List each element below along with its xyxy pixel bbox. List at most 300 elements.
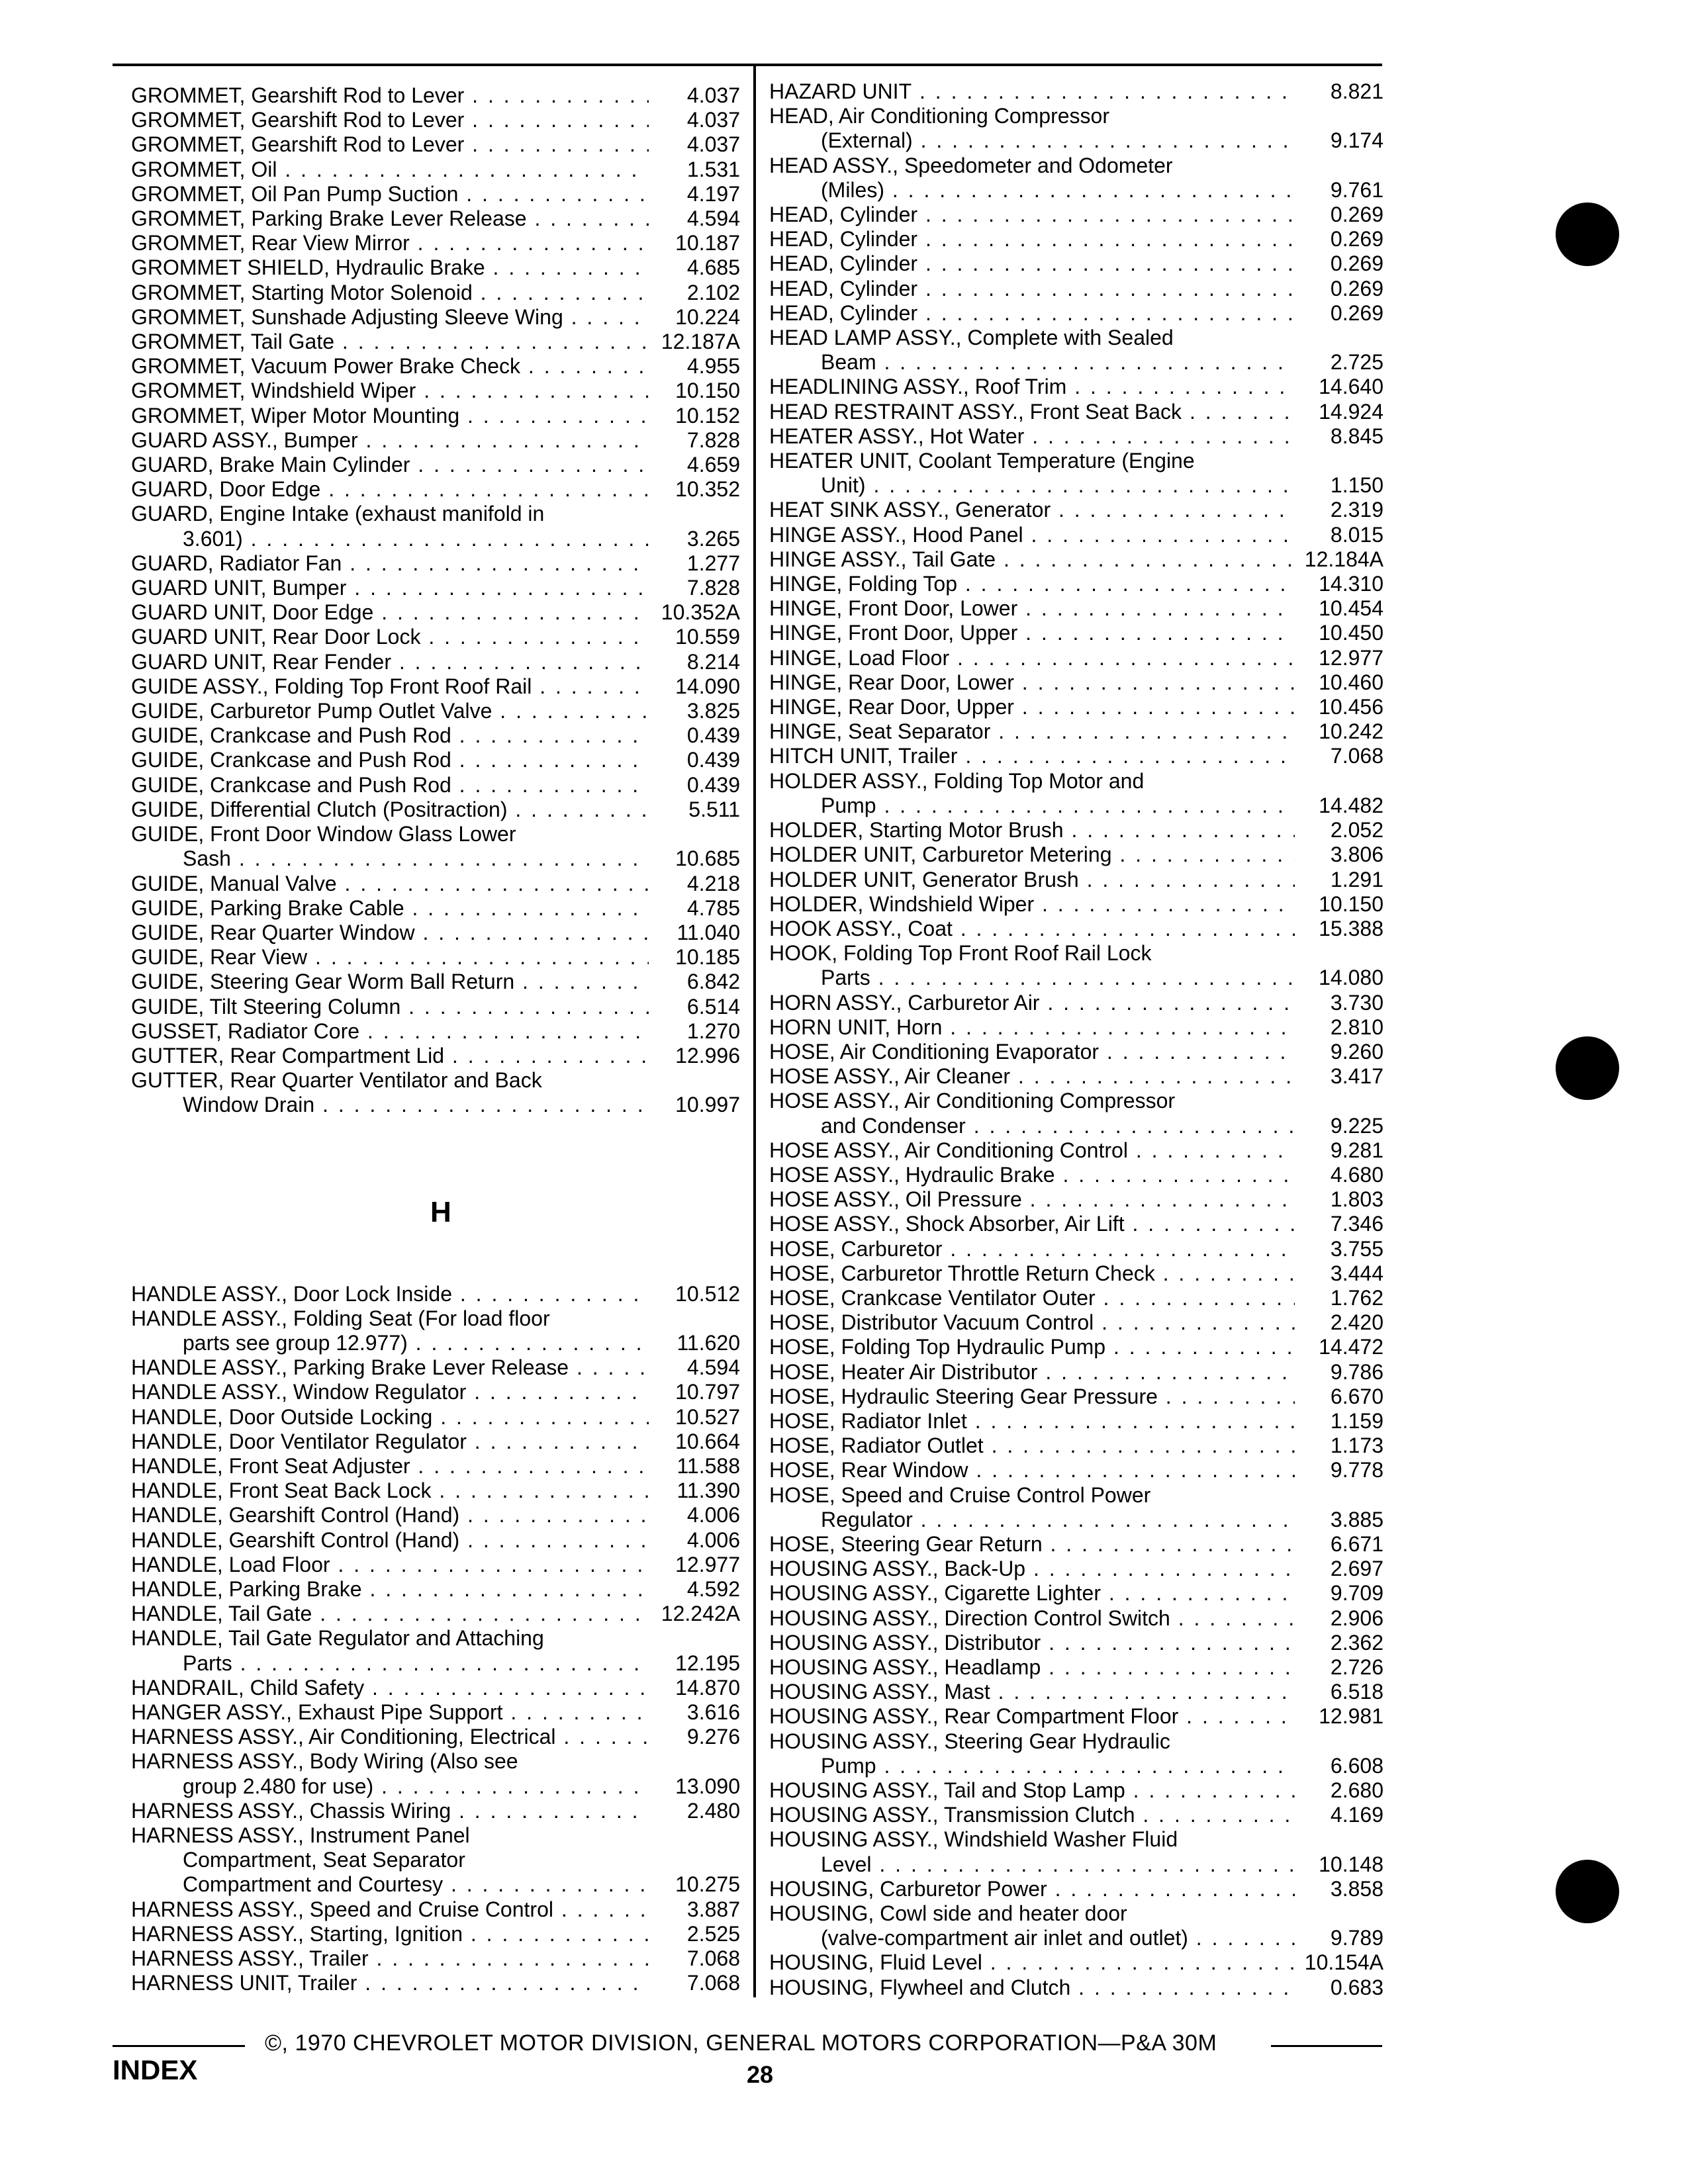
index-entry (131, 502, 740, 526)
entry-group-number: 3.858 (1330, 1876, 1383, 1901)
index-entry (769, 868, 1383, 892)
entry-group-number: 1.277 (686, 551, 740, 575)
right-column (769, 79, 1383, 2000)
index-entry (131, 945, 740, 970)
entry-group-number: 9.761 (1330, 177, 1383, 202)
entry-name: HOUSING ASSY., Mast . . . (769, 1680, 1295, 1704)
entry-name: Pump . . . (769, 1754, 1295, 1778)
entry-name: (External) . . . (769, 128, 1295, 153)
entry-group-number: 3.885 (1330, 1507, 1383, 1531)
entry-group-number: 15.388 (1319, 916, 1383, 940)
index-entry (131, 576, 740, 600)
entry-name: HANDLE, Gearshift Control (Hand) . . . (131, 1528, 649, 1553)
entry-name: HEAD, Cylinder . . . (769, 301, 1295, 326)
index-entry (769, 326, 1383, 350)
entry-name: Level . . . (769, 1852, 1295, 1877)
entry-group-number: 12.195 (675, 1651, 740, 1675)
index-entry (131, 1405, 740, 1430)
index-entry (131, 1553, 740, 1577)
entry-group-number: 4.169 (1330, 1803, 1383, 1827)
index-entry (769, 621, 1383, 645)
index-entry (769, 301, 1383, 326)
entry-name: Parts . . . (131, 1651, 649, 1676)
index-entry (769, 1606, 1383, 1631)
entry-group-number: 8.845 (1330, 424, 1383, 448)
entry-group-number: 13.090 (675, 1774, 740, 1798)
entry-name: GUARD, Door Edge . . . (131, 477, 649, 502)
index-entry (769, 769, 1383, 794)
entry-name: GUIDE, Parking Brake Cable . . . (131, 896, 649, 921)
index-entry (131, 1823, 740, 1848)
entry-name: Pump . . . (769, 794, 1295, 818)
entry-name: HOSE, Radiator Inlet . . . (769, 1409, 1295, 1433)
entry-group-number: 7.068 (1330, 744, 1383, 768)
entry-name: HEAD, Cylinder . . . (769, 251, 1295, 276)
entry-name: HANDLE ASSY., Door Lock Inside . . . (131, 1282, 649, 1306)
index-entry (131, 182, 740, 206)
entry-group-number: 8.015 (1330, 522, 1383, 547)
entry-name: GUARD UNIT, Bumper . . . (131, 576, 649, 600)
entry-group-number: 10.797 (675, 1380, 740, 1404)
entry-group-number: 6.608 (1330, 1753, 1383, 1778)
entry-group-number: 4.592 (686, 1576, 740, 1601)
entry-group-number: 0.269 (1330, 276, 1383, 300)
entry-group-number: 2.420 (1330, 1310, 1383, 1335)
entry-name: GUIDE, Differential Clutch (Positraction) . . . (131, 797, 649, 822)
index-entry (769, 572, 1383, 596)
entry-group-number: 4.659 (686, 453, 740, 477)
index-entry (131, 1700, 740, 1725)
index-entry (131, 1897, 740, 1922)
entry-name: HOSE, Carburetor Throttle Return Check . . . (769, 1261, 1295, 1286)
entry-name: HANDLE, Front Seat Back Lock . . . (131, 1479, 649, 1503)
entry-name: Sash . . . (131, 846, 649, 871)
entry-name: Parts . . . (769, 966, 1295, 990)
entry-name: HINGE, Load Floor . . . (769, 646, 1295, 670)
index-entry (131, 551, 740, 576)
entry-name: Beam . . . (769, 350, 1295, 375)
entry-name: GROMMET, Gearshift Rod to Lever . . . (131, 83, 649, 108)
index-entry (769, 596, 1383, 621)
entry-name: HOSE, Radiator Outlet . . . (769, 1433, 1295, 1458)
entry-name: GUTTER, Rear Quarter Ventilator and Back (131, 1068, 542, 1093)
entry-name: and Condenser . . . (769, 1114, 1295, 1138)
index-entry (769, 449, 1383, 473)
entry-name: HINGE, Rear Door, Upper . . . (769, 695, 1295, 719)
entry-name: GUIDE, Crankcase and Push Rod . . . (131, 748, 649, 772)
entry-group-number: 10.997 (675, 1093, 740, 1117)
index-entry (769, 1877, 1383, 1901)
index-entry (131, 625, 740, 649)
entry-name: HANDLE, Tail Gate Regulator and Attaching (131, 1626, 544, 1651)
binder-hole-bottom (1556, 1860, 1619, 1923)
entry-name: HINGE, Front Door, Upper . . . (769, 621, 1295, 645)
entry-name: (valve-compartment air inlet and outlet) . . . (769, 1926, 1295, 1950)
entry-name: HOUSING ASSY., Direction Control Switch . . . (769, 1606, 1295, 1631)
index-entry (769, 646, 1383, 670)
entry-name: GROMMET, Sunshade Adjusting Sleeve Wing . . . (131, 305, 649, 330)
entry-group-number: 6.670 (1330, 1384, 1383, 1408)
index-entry (131, 1282, 740, 1306)
entry-name: HARNESS ASSY., Starting, Ignition . . . (131, 1922, 649, 1946)
entry-group-number: 4.037 (686, 108, 740, 132)
footer-rule-right (1271, 2045, 1382, 2047)
entry-group-number: 9.709 (1330, 1581, 1383, 1606)
entry-name: GUIDE ASSY., Folding Top Front Roof Rail . . . (131, 674, 649, 699)
entry-name: HOUSING, Carburetor Power . . . (769, 1877, 1295, 1901)
entry-name: GROMMET, Starting Motor Solenoid . . . (131, 281, 649, 305)
entry-name: HEATER ASSY., Hot Water . . . (769, 424, 1295, 449)
binder-hole-top (1556, 203, 1619, 266)
entry-name: HOSE, Air Conditioning Evaporator . . . (769, 1040, 1295, 1064)
entry-name: HARNESS ASSY., Body Wiring (Also see (131, 1749, 518, 1774)
entry-name: HAZARD UNIT . . . (769, 79, 1295, 104)
entry-name: GUIDE, Steering Gear Worm Ball Return . . . (131, 970, 649, 994)
entry-name: HOUSING, Flywheel and Clutch . . . (769, 1976, 1295, 2000)
entry-group-number: 0.439 (686, 748, 740, 772)
entry-name: HOOK ASSY., Coat . . . (769, 917, 1295, 941)
entry-name: HEAD LAMP ASSY., Complete with Sealed (769, 326, 1174, 350)
index-entry (769, 154, 1383, 178)
entry-name: GROMMET, Parking Brake Lever Release . . . (131, 206, 649, 231)
entry-group-number: 11.620 (677, 1330, 740, 1355)
index-entry (769, 1803, 1383, 1827)
entry-name: HANDLE ASSY., Parking Brake Lever Release . . . (131, 1355, 649, 1380)
entry-name: GUARD UNIT, Rear Fender . . . (131, 650, 649, 674)
entry-group-number: 1.173 (1330, 1433, 1383, 1458)
index-entry (769, 744, 1383, 768)
index-entry (131, 132, 740, 157)
entry-name: GUIDE, Tilt Steering Column . . . (131, 995, 649, 1019)
entry-name: HITCH UNIT, Trailer . . . (769, 744, 1295, 768)
index-entry (769, 1433, 1383, 1458)
entry-name: GROMMET, Oil . . . (131, 158, 649, 182)
index-entry (131, 428, 740, 453)
entry-name: HINGE, Seat Separator . . . (769, 719, 1295, 744)
entry-group-number: 4.197 (686, 181, 740, 206)
entry-group-number: 3.806 (1330, 842, 1383, 867)
index-entry (769, 1409, 1383, 1433)
entry-name: Regulator . . . (769, 1508, 1295, 1532)
index-entry (769, 1089, 1383, 1113)
entry-group-number: 3.417 (1330, 1064, 1383, 1089)
entry-name: HOSE, Distributor Vacuum Control . . . (769, 1310, 1295, 1335)
index-entry (769, 966, 1383, 990)
entry-group-number: 10.527 (675, 1404, 740, 1429)
entry-group-number: 12.184A (1304, 547, 1383, 571)
index-entry (769, 1138, 1383, 1163)
index-entry (131, 723, 740, 748)
entry-name: GUIDE, Crankcase and Push Rod . . . (131, 773, 649, 797)
index-entry (131, 404, 740, 428)
index-entry (769, 1360, 1383, 1385)
index-entry (769, 104, 1383, 128)
entry-group-number: 10.352A (661, 600, 740, 625)
entry-name: HINGE ASSY., Hood Panel . . . (769, 523, 1295, 547)
entry-name: HOLDER UNIT, Carburetor Metering . . . (769, 842, 1295, 867)
entry-group-number: 8.821 (1330, 79, 1383, 103)
entry-name: HARNESS ASSY., Trailer . . . (131, 1946, 649, 1971)
index-entry (769, 1926, 1383, 1950)
entry-group-number: 0.269 (1330, 251, 1383, 276)
entry-group-number: 7.068 (686, 1946, 740, 1971)
entry-name: HOSE ASSY., Air Conditioning Control . . . (769, 1138, 1295, 1163)
index-entry (131, 995, 740, 1019)
entry-group-number: 10.152 (675, 403, 740, 428)
entry-group-number: 10.185 (675, 945, 740, 970)
entry-name: HOLDER ASSY., Folding Top Motor and (769, 768, 1145, 793)
entry-name: Unit) . . . (769, 473, 1295, 498)
index-entry (769, 375, 1383, 399)
entry-group-number: 4.006 (686, 1527, 740, 1552)
binder-hole-middle (1556, 1036, 1619, 1100)
entry-name: GROMMET, Wiper Motor Mounting . . . (131, 404, 649, 428)
index-entry (131, 255, 740, 280)
entry-name: HARNESS ASSY., Instrument Panel (131, 1823, 470, 1847)
index-entry (769, 1212, 1383, 1236)
entry-name: (Miles) . . . (769, 178, 1295, 203)
entry-name: HEAD, Cylinder . . . (769, 227, 1295, 251)
index-entry (131, 1602, 740, 1626)
entry-name: GUIDE, Crankcase and Push Rod . . . (131, 723, 649, 748)
entry-name: HANDLE, Door Outside Locking . . . (131, 1405, 649, 1430)
index-entry (769, 1581, 1383, 1606)
entry-group-number: 3.265 (686, 526, 740, 551)
entry-group-number: 1.159 (1330, 1408, 1383, 1433)
index-entry (769, 1901, 1383, 1926)
entry-group-number: 9.789 (1330, 1926, 1383, 1950)
right-entries (769, 79, 1383, 2000)
entry-group-number: 14.080 (1319, 966, 1383, 990)
entry-name: HOUSING ASSY., Steering Gear Hydraulic (769, 1729, 1170, 1753)
index-entry (131, 1454, 740, 1479)
index-entry (769, 1385, 1383, 1409)
entry-name: GROMMET, Tail Gate . . . (131, 330, 649, 354)
index-entry (131, 674, 740, 699)
index-entry (131, 305, 740, 330)
index-entry (131, 600, 740, 625)
entry-name: HOSE, Folding Top Hydraulic Pump . . . (769, 1335, 1295, 1359)
entry-group-number: 10.456 (1319, 695, 1383, 719)
index-entry (131, 797, 740, 822)
entry-group-number: 2.725 (1330, 350, 1383, 375)
index-entry (131, 1019, 740, 1044)
index-entry (131, 83, 740, 108)
index-entry (769, 1631, 1383, 1655)
entry-group-number: 4.785 (686, 895, 740, 920)
entry-group-number: 10.150 (1319, 891, 1383, 916)
entry-group-number: 2.052 (1330, 818, 1383, 842)
entry-group-number: 9.281 (1330, 1138, 1383, 1162)
entry-name: GUIDE, Front Door Window Glass Lower (131, 822, 516, 846)
entry-name: HOSE ASSY., Shock Absorber, Air Lift . . . (769, 1212, 1295, 1236)
entry-name: HANDLE, Parking Brake . . . (131, 1577, 649, 1602)
index-entry (131, 1577, 740, 1602)
index-entry (769, 670, 1383, 695)
index-entry (131, 1848, 740, 1872)
index-entry (131, 1430, 740, 1454)
index-entry (769, 719, 1383, 744)
index-entry (769, 1187, 1383, 1212)
entry-name: HANDLE, Gearshift Control (Hand) . . . (131, 1503, 649, 1527)
entry-name: HOSE ASSY., Air Cleaner . . . (769, 1064, 1295, 1089)
entry-group-number: 9.276 (686, 1725, 740, 1749)
index-entry (769, 178, 1383, 203)
index-entry (769, 1852, 1383, 1877)
index-entry (769, 892, 1383, 917)
index-entry (131, 108, 740, 132)
index-entry (131, 206, 740, 231)
entry-group-number: 9.225 (1330, 1113, 1383, 1138)
section-heading: H (430, 1195, 451, 1228)
entry-name: GROMMET SHIELD, Hydraulic Brake . . . (131, 255, 649, 280)
entry-group-number: 6.514 (686, 994, 740, 1019)
index-entry (769, 1704, 1383, 1729)
index-entry (769, 1458, 1383, 1482)
index-entry (769, 1827, 1383, 1852)
entry-group-number: 10.275 (675, 1872, 740, 1897)
index-entry (769, 1163, 1383, 1187)
entry-name: HOOK, Folding Top Front Roof Rail Lock (769, 941, 1152, 966)
entry-name: GUARD ASSY., Bumper . . . (131, 428, 649, 453)
entry-name: HOSE, Hydraulic Steering Gear Pressure . . . (769, 1385, 1295, 1409)
entry-group-number: 14.472 (1319, 1335, 1383, 1359)
entry-name: HOUSING ASSY., Windshield Washer Fluid (769, 1827, 1178, 1852)
index-entry (131, 773, 740, 797)
entry-group-number: 10.685 (675, 846, 740, 871)
index-entry (769, 1729, 1383, 1754)
index-entry (769, 227, 1383, 251)
index-entry (131, 1799, 740, 1823)
entry-group-number: 3.887 (686, 1897, 740, 1921)
entry-name: HOUSING ASSY., Rear Compartment Floor . . . (769, 1704, 1295, 1729)
entry-name: 3.601) . . . (131, 527, 649, 551)
entry-group-number: 2.906 (1330, 1606, 1383, 1630)
entry-name: HOLDER, Starting Motor Brush . . . (769, 818, 1295, 842)
entry-group-number: 3.755 (1330, 1236, 1383, 1261)
index-entry (131, 822, 740, 846)
index-entry (131, 379, 740, 403)
index-entry (769, 1114, 1383, 1138)
entry-group-number: 0.439 (686, 723, 740, 748)
entry-group-number: 2.362 (1330, 1630, 1383, 1655)
entry-group-number: 1.803 (1330, 1187, 1383, 1212)
entry-name: HARNESS ASSY., Speed and Cruise Control . . . (131, 1897, 649, 1922)
index-entry (131, 281, 740, 305)
index-entry (769, 917, 1383, 941)
index-entry (131, 477, 740, 502)
index-entry (131, 354, 740, 379)
entry-group-number: 10.148 (1319, 1852, 1383, 1876)
index-entry (769, 842, 1383, 867)
entry-group-number: 12.977 (1319, 645, 1383, 670)
entry-group-number: 12.981 (1319, 1704, 1383, 1729)
entry-name: GROMMET, Rear View Mirror . . . (131, 231, 649, 255)
index-entry (769, 1508, 1383, 1532)
entry-name: HOSE, Speed and Cruise Control Power (769, 1482, 1151, 1507)
index-entry (769, 1557, 1383, 1581)
entry-name: HOUSING ASSY., Transmission Clutch . . . (769, 1803, 1295, 1827)
entry-group-number: 12.242A (661, 1602, 740, 1626)
entry-group-number: 0.269 (1330, 300, 1383, 325)
entry-name: HOSE ASSY., Oil Pressure . . . (769, 1187, 1295, 1212)
entry-name: HANDLE, Tail Gate . . . (131, 1602, 649, 1626)
index-entry (131, 896, 740, 921)
entry-name: HOSE ASSY., Hydraulic Brake . . . (769, 1163, 1295, 1187)
entry-group-number: 2.102 (686, 280, 740, 304)
index-entry (769, 794, 1383, 818)
entry-group-number: 14.090 (675, 674, 740, 698)
entry-name: HORN ASSY., Carburetor Air . . . (769, 991, 1295, 1015)
entry-name: HEAD RESTRAINT ASSY., Front Seat Back . . . (769, 400, 1295, 424)
entry-group-number: 3.730 (1330, 990, 1383, 1015)
index-entry (769, 1064, 1383, 1089)
entry-name: GROMMET, Vacuum Power Brake Check . . . (131, 354, 649, 379)
entry-group-number: 10.242 (1319, 719, 1383, 744)
top-rule (113, 64, 1382, 66)
entry-group-number: 4.685 (686, 255, 740, 280)
entry-group-number: 14.482 (1319, 793, 1383, 817)
index-entry (131, 1676, 740, 1700)
entry-name: group 2.480 for use) . . . (131, 1774, 649, 1799)
entry-name: GUIDE, Rear View . . . (131, 945, 649, 970)
entry-group-number: 9.786 (1330, 1359, 1383, 1384)
entry-name: HEAT SINK ASSY., Generator . . . (769, 498, 1295, 522)
index-entry (769, 1950, 1383, 1975)
entry-group-number: 14.640 (1319, 375, 1383, 399)
entry-name: GUIDE, Rear Quarter Window . . . (131, 921, 649, 945)
entry-name: GROMMET, Gearshift Rod to Lever . . . (131, 132, 649, 157)
entry-group-number: 11.390 (677, 1479, 740, 1503)
entry-name: HEADLINING ASSY., Roof Trim . . . (769, 375, 1295, 399)
entry-group-number: 10.450 (1319, 621, 1383, 645)
entry-name: HOUSING ASSY., Headlamp . . . (769, 1655, 1295, 1680)
index-entry (769, 1040, 1383, 1064)
entry-group-number: 10.154A (1304, 1950, 1383, 1975)
entry-group-number: 10.460 (1319, 670, 1383, 694)
entry-name: HOUSING ASSY., Tail and Stop Lamp . . . (769, 1778, 1295, 1803)
copyright-notice: ©, 1970 CHEVROLET MOTOR DIVISION, GENERAL MOTORS CORPORATION—P&A 30M (265, 2030, 1217, 2056)
entry-group-number: 7.828 (686, 576, 740, 600)
entry-group-number: 1.531 (686, 157, 740, 181)
entry-group-number: 6.518 (1330, 1680, 1383, 1704)
entry-name: HARNESS UNIT, Trailer . . . (131, 1971, 649, 1995)
entry-name: HARNESS ASSY., Chassis Wiring . . . (131, 1799, 649, 1823)
left-column (131, 83, 740, 1995)
index-entry (131, 158, 740, 182)
index-entry (131, 970, 740, 994)
entry-group-number: 10.512 (675, 1281, 740, 1306)
entry-name: GUIDE, Manual Valve . . . (131, 872, 649, 896)
index-entry (769, 424, 1383, 449)
index-entry (131, 527, 740, 551)
entry-name: HANDLE, Front Seat Adjuster . . . (131, 1454, 649, 1479)
entry-group-number: 3.616 (686, 1700, 740, 1724)
entry-group-number: 4.955 (686, 354, 740, 379)
index-entry (769, 1015, 1383, 1040)
entry-group-number: 2.480 (686, 1798, 740, 1823)
index-entry (769, 818, 1383, 842)
index-entry (131, 330, 740, 354)
entry-group-number: 4.594 (686, 206, 740, 231)
index-entry (131, 1922, 740, 1946)
entry-group-number: 0.439 (686, 772, 740, 797)
entry-group-number: 2.525 (686, 1921, 740, 1946)
index-entry (131, 1528, 740, 1553)
index-entry (131, 1626, 740, 1651)
entry-group-number: 11.588 (677, 1453, 740, 1478)
entry-name: HOLDER, Windshield Wiper . . . (769, 892, 1295, 917)
